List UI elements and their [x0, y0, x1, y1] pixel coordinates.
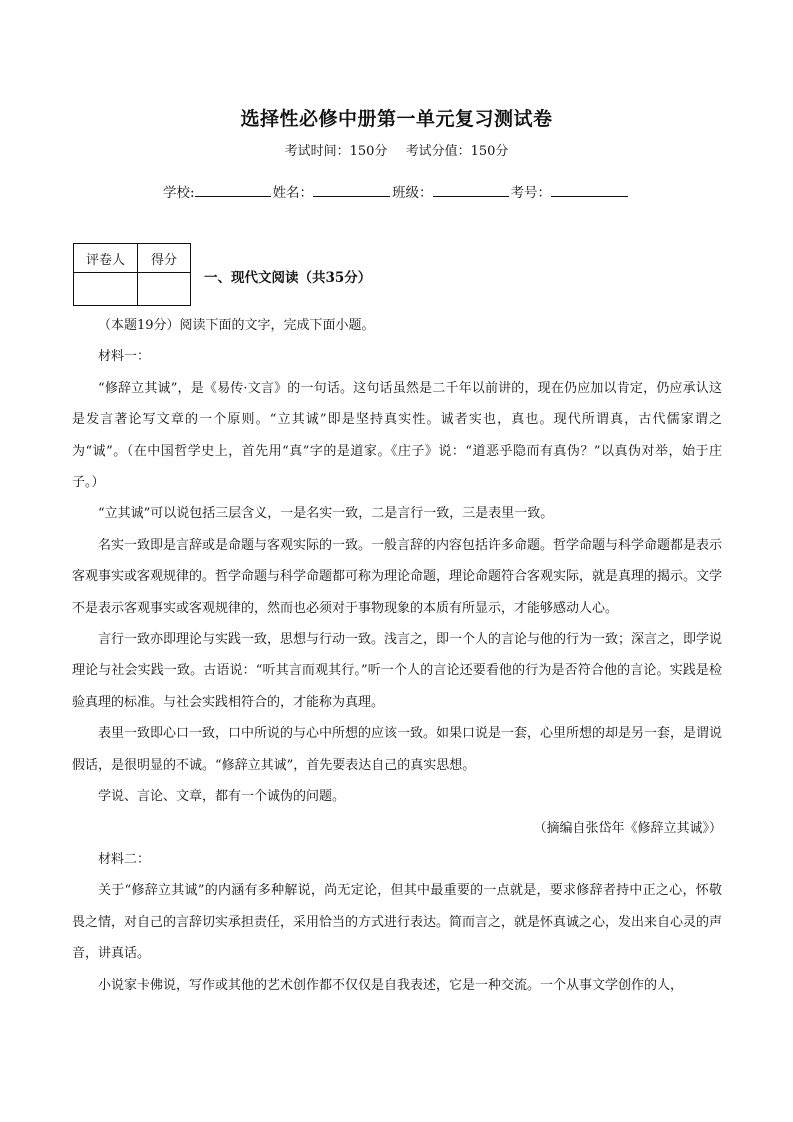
paragraph: 名实一致即是言辞或是命题与客观实际的一致。一般言辞的内容包括许多命题。哲学命题与科学命题都是表示客观事实或客观规律的。哲学命题与科学命题都可称为理论命题，理论命题符合客观实际，就是真理的揭示。文学不是表示客观事实或客观规律的，然而也必须对于事物现象的本质有所显示，才能够感动人心。: [72, 537, 723, 616]
name-label: 姓名：: [272, 185, 314, 201]
section-heading: 一、现代文阅读（共35分）: [204, 270, 372, 286]
paragraph: 关于“修辞立其诚”的内涵有多种解说，尚无定论，但其中最重要的一点就是，要求修辞者持中正之心，怀敬畏之情，对自己的言辞切实承担责任，采用恰当的方式进行表达。简而言之，就是怀真诚之心，发出来自心灵的声音，讲真话。: [72, 883, 723, 962]
paragraph: “立其诚”可以说包括三层含义，一是名实一致，二是言行一致，三是表里一致。: [98, 506, 554, 522]
class-blank[interactable]: [433, 182, 509, 197]
material-1-label: 材料一：: [98, 349, 151, 365]
score-cell[interactable]: [138, 273, 191, 306]
grader-header: 评卷人: [74, 244, 138, 273]
passage-body: [72, 310, 722, 1001]
exam-time: 考试时间：150分: [284, 144, 388, 159]
number-label: 考号：: [510, 185, 552, 201]
question-instruction: （本题19分）阅读下面的文字，完成下面小题。: [98, 318, 375, 333]
score-header: 得分: [138, 244, 191, 273]
grader-cell[interactable]: [74, 273, 138, 306]
material-2-label: 材料二：: [98, 851, 151, 867]
paragraph: “修辞立其诚”，是《易传·文言》的一句话。这句话虽然是二千年以前讲的，现在仍应加以肯定，仍应承认这是发言著论写文章的一个原则。“立其诚”即是坚持真实性。诚者实也，真也。现代所谓真，古代儒家谓之为“诚”。（在中国哲学史上，首先用“真”字的是道家。《庄子》说：“道恶乎隐而有真伪？”以真伪对举，始于庄子。）: [72, 380, 722, 491]
exam-score: 考试分值：150分: [405, 144, 509, 159]
exam-meta: [0, 140, 793, 159]
paragraph: 表里一致即心口一致，口中所说的与心中所想的应该一致。如果口说是一套，心里所想的却是另一套，是谓说假话，是很明显的不诚。“修辞立其诚”，首先要表达自己的真实思想。: [72, 726, 723, 773]
name-blank[interactable]: [313, 182, 390, 197]
number-blank[interactable]: [551, 182, 628, 197]
page-title: 选择性必修中册第一单元复习测试卷: [240, 108, 553, 130]
paragraph: 小说家卡佛说，写作或其他的艺术创作都不仅仅是自我表述，它是一种交流。一个从事文学创作的人，: [98, 977, 684, 993]
student-info-line: [163, 181, 630, 201]
material-1-source: （摘编自张岱年《修辞立其诚》）: [533, 820, 722, 836]
paragraph: 言行一致亦即理论与实践一致，思想与行动一致。浅言之，即一个人的言论与他的行为一致；深言之，即学说理论与社会实践一致。古语说：“听其言而观其行。”听一个人的言论还要看他的行为是否符合他的言论。实践是检验真理的标准。与社会实践相符合的，才能称为真理。: [72, 632, 723, 710]
class-label: 班级：: [392, 185, 433, 201]
school-blank[interactable]: [195, 182, 271, 197]
paragraph: 学说、言论、文章，都有一个诚伪的问题。: [98, 789, 346, 805]
school-label: 学校:: [163, 185, 195, 201]
score-table: [73, 243, 191, 306]
